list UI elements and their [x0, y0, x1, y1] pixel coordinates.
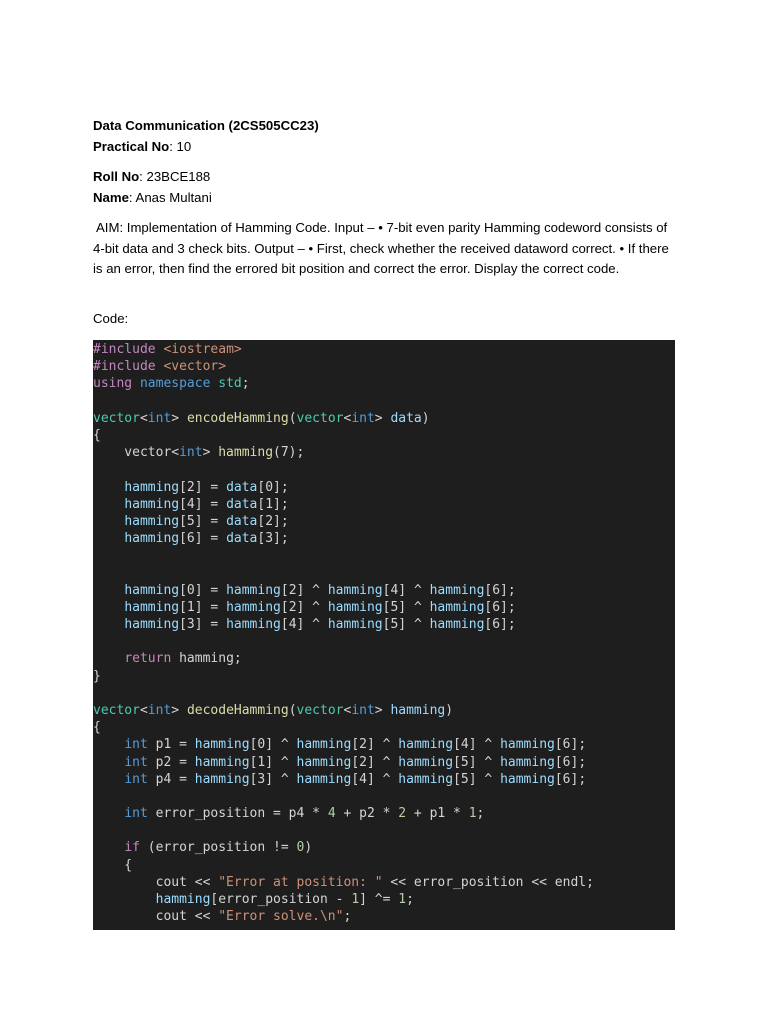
code-line: {	[93, 720, 101, 736]
code-label: Code:	[93, 311, 129, 326]
aim-text: Implementation of Hamming Code. Input – • 7-bit even parity Hamming codeword consists of 4-bit data and 3 check bits. Output – • First, check whether the received dataword correct. • If there is an error, then find the errored bit position and correct the error. Display the correct code.	[93, 220, 669, 277]
code-line: {	[93, 857, 133, 873]
course-title: Data Communication (2CS505CC23)	[93, 118, 319, 133]
code-line: hamming[2] = data[0];	[124, 479, 289, 495]
roll-label: Roll No	[93, 169, 140, 184]
name-value: : Anas Multani	[128, 190, 212, 205]
code-line: }	[93, 668, 101, 684]
code-line: int error_position = p4 * 4 + p2 * 2 + p1 * 1;	[124, 806, 485, 822]
code-line	[93, 461, 675, 478]
code-line	[93, 547, 675, 564]
code-line	[93, 685, 675, 702]
code-line: hamming[5] = data[2];	[124, 513, 289, 529]
roll-value: : 23BCE188	[139, 169, 211, 184]
code-line: using namespace std;	[93, 376, 250, 392]
aim-paragraph	[93, 218, 673, 280]
code-line	[93, 564, 675, 581]
aim-label: AIM:	[96, 220, 124, 235]
code-line: hamming[1] = hamming[2] ^ hamming[5] ^ hamming[6];	[124, 599, 516, 615]
practical-number	[93, 139, 191, 154]
code-line: return hamming;	[124, 651, 242, 667]
code-line: vector<int> encodeHamming(vector<int> data)	[93, 410, 430, 426]
practical-label: Practical No	[93, 139, 170, 154]
name-label: Name	[93, 190, 129, 205]
code-line: int p2 = hamming[1] ^ hamming[2] ^ hamming[5] ^ hamming[6];	[124, 754, 587, 770]
code-line: int p4 = hamming[3] ^ hamming[4] ^ hamming[5] ^ hamming[6];	[124, 771, 587, 787]
code-line: int p1 = hamming[0] ^ hamming[2] ^ hamming[4] ^ hamming[6];	[124, 737, 587, 753]
code-line: {	[93, 427, 101, 443]
code-line: cout << "Error at position: " << error_position << endl;	[93, 874, 594, 890]
code-line: hamming[6] = data[3];	[124, 531, 289, 547]
code-line: vector<int> hamming(7);	[93, 445, 305, 461]
code-block	[93, 340, 675, 930]
code-line: hamming[4] = data[1];	[124, 496, 289, 512]
code-line: cout << "Error solve.\n";	[93, 909, 352, 925]
code-line: vector<int> decodeHamming(vector<int> hamming)	[93, 702, 454, 718]
code-line: #include <iostream>	[93, 342, 242, 357]
code-line	[93, 393, 675, 410]
practical-value: : 10	[169, 139, 192, 154]
code-line: #include <vector>	[93, 359, 227, 375]
code-line	[93, 633, 675, 650]
code-line: hamming[0] = hamming[2] ^ hamming[4] ^ hamming[6];	[124, 582, 516, 598]
code-line: if (error_position != 0)	[124, 840, 313, 856]
code-line	[93, 788, 675, 805]
code-line: hamming[3] = hamming[4] ^ hamming[5] ^ hamming[6];	[124, 617, 516, 632]
code-line: hamming[error_position - 1] ^= 1;	[155, 892, 414, 907]
roll-number	[93, 169, 210, 184]
student-name	[93, 190, 212, 205]
code-line	[93, 822, 675, 839]
